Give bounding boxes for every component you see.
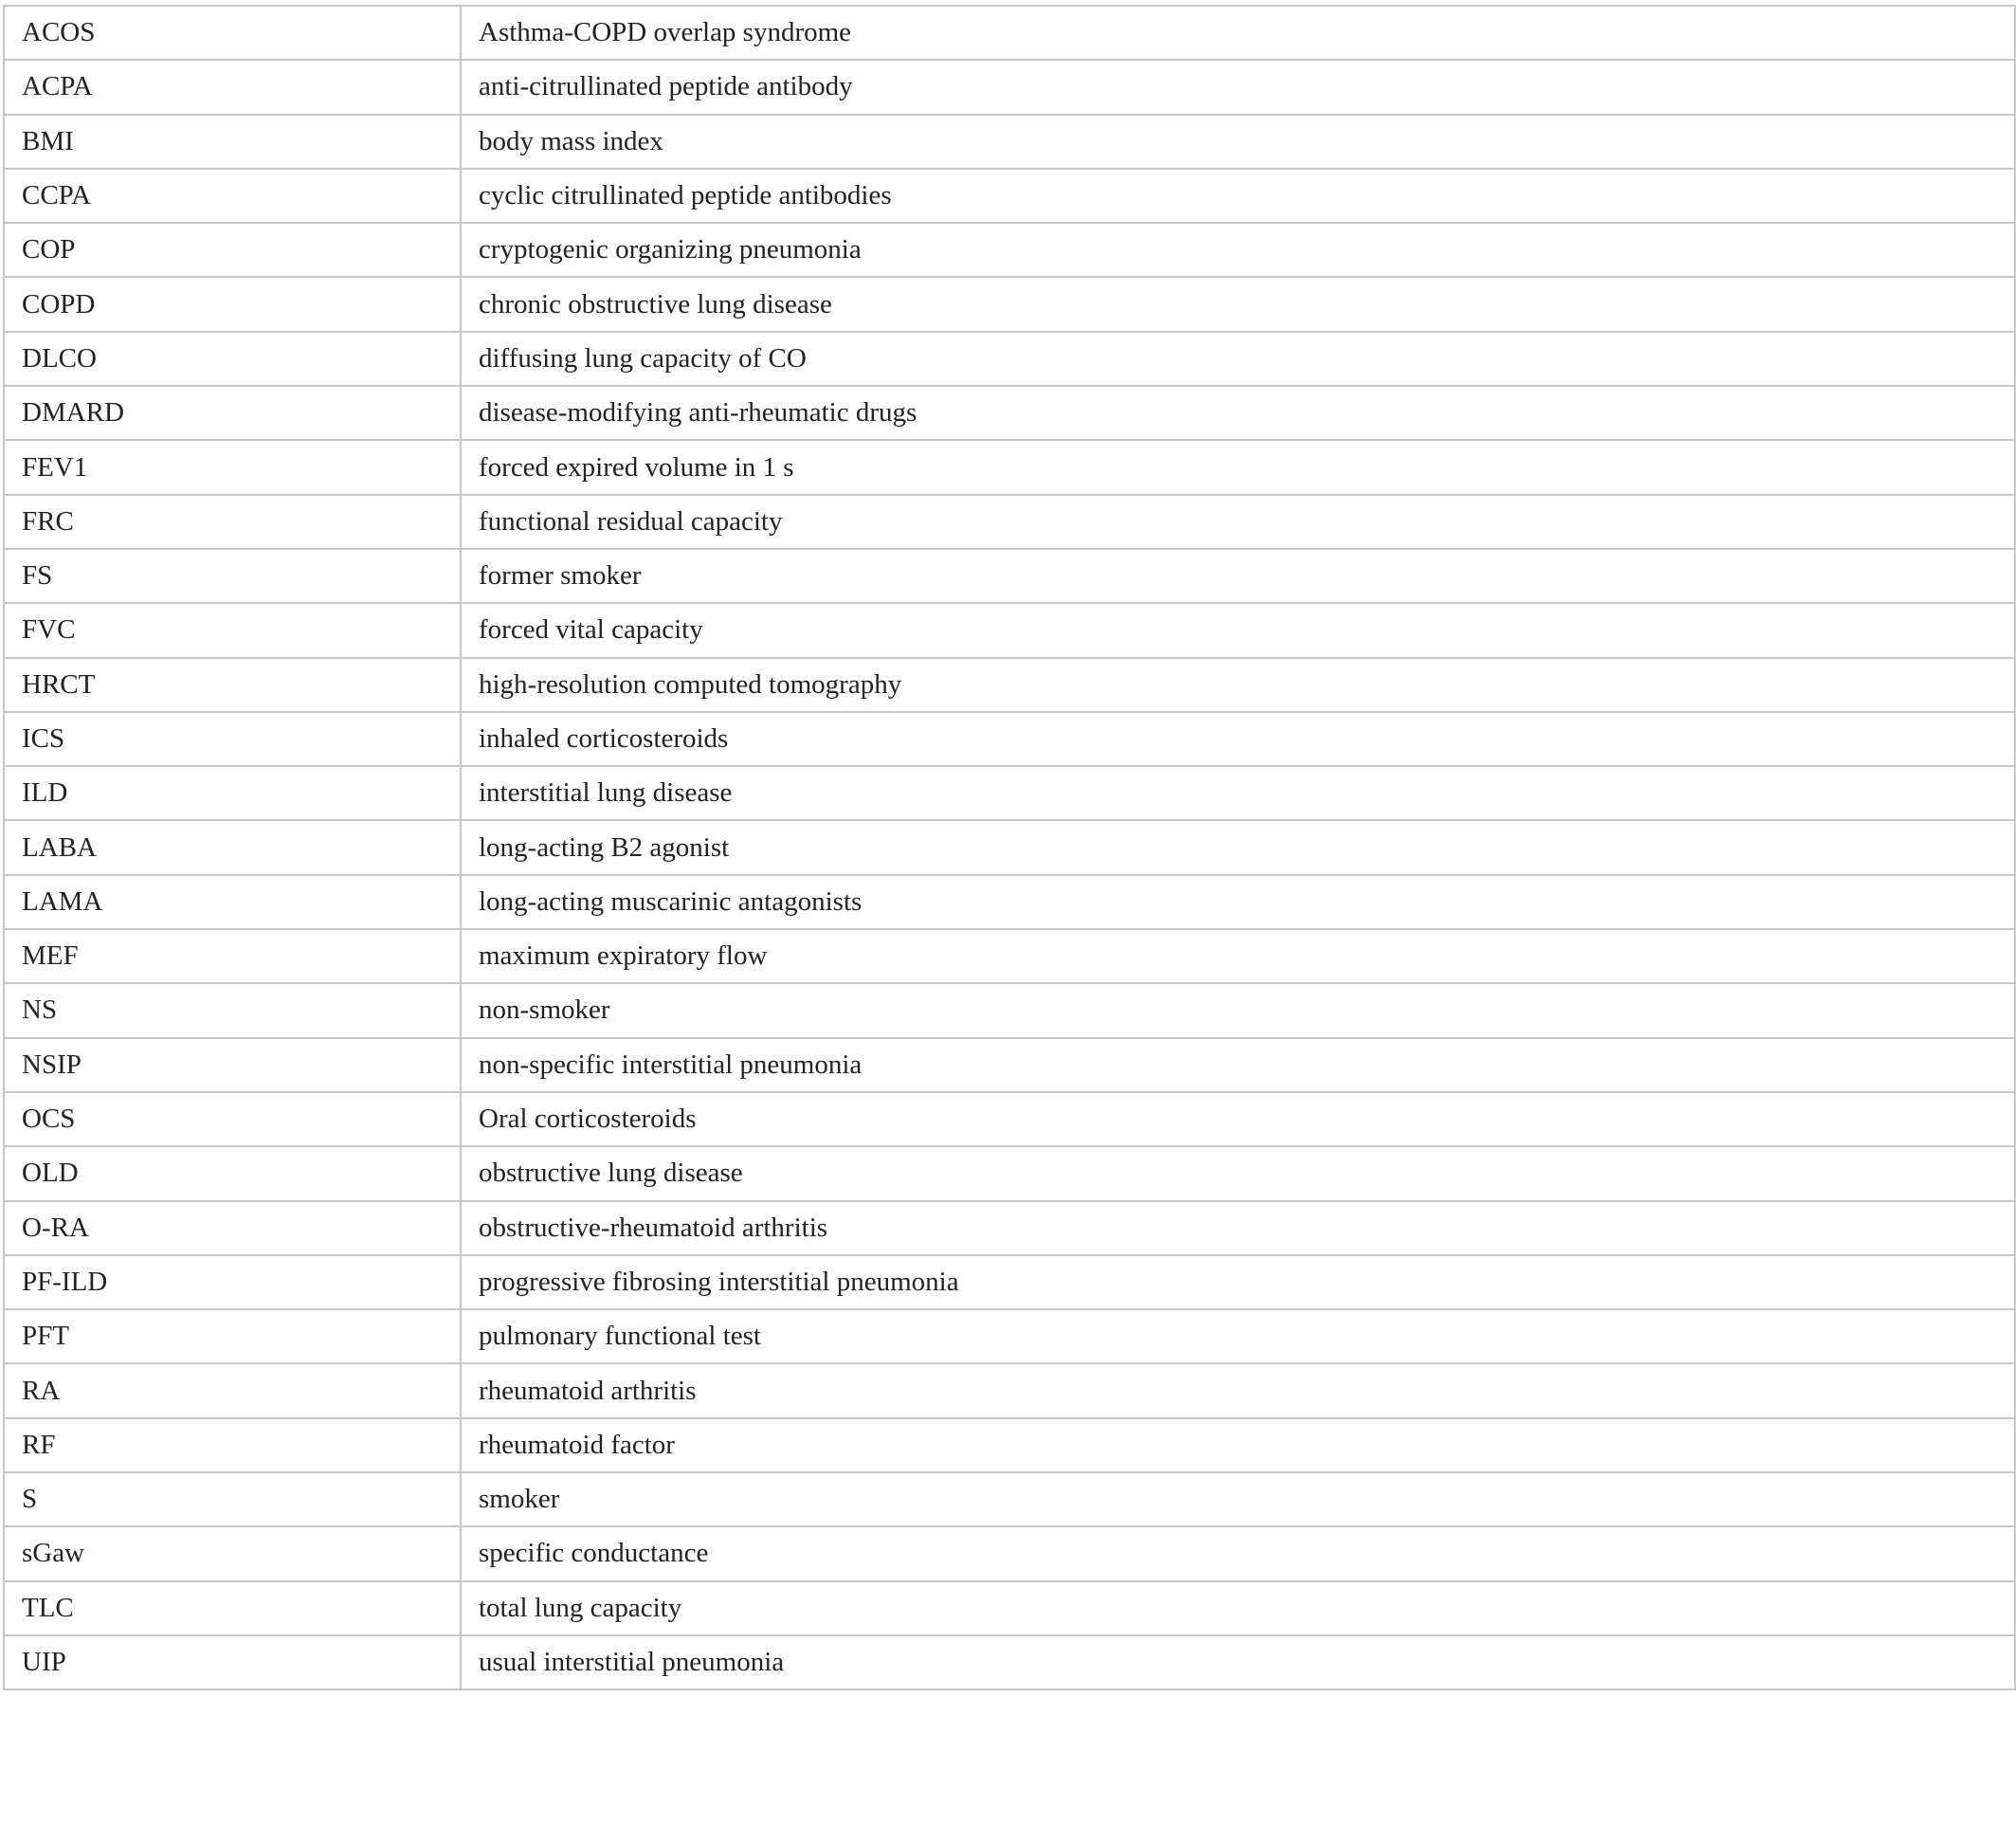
- table-row: [4, 875, 2015, 929]
- abbreviation-cell: FRC: [4, 495, 461, 549]
- definition-cell: inhaled corticosteroids: [461, 712, 2015, 766]
- table-row: [4, 712, 2015, 766]
- table-row: [4, 1038, 2015, 1092]
- abbreviation-cell: ACOS: [4, 6, 461, 60]
- abbreviation-cell: O-RA: [4, 1201, 461, 1255]
- definition-cell: long-acting muscarinic antagonists: [461, 875, 2015, 929]
- table-row: [4, 603, 2015, 657]
- abbreviation-cell: ACPA: [4, 60, 461, 114]
- definition-cell: anti-citrullinated peptide antibody: [461, 60, 2015, 114]
- definition-cell: former smoker: [461, 549, 2015, 603]
- table-row: [4, 1418, 2015, 1472]
- table-row: [4, 1581, 2015, 1635]
- table-row: [4, 1363, 2015, 1417]
- table-row: [4, 1146, 2015, 1200]
- abbreviation-cell: FS: [4, 549, 461, 603]
- definition-cell: body mass index: [461, 115, 2015, 169]
- table-row: [4, 1635, 2015, 1689]
- abbreviation-cell: NS: [4, 983, 461, 1037]
- table-row: [4, 1201, 2015, 1255]
- definition-cell: smoker: [461, 1472, 2015, 1526]
- definition-cell: chronic obstructive lung disease: [461, 277, 2015, 331]
- definition-cell: disease-modifying anti-rheumatic drugs: [461, 386, 2015, 440]
- abbreviation-cell: ILD: [4, 766, 461, 820]
- abbreviations-table: [3, 5, 2016, 1690]
- table-row: [4, 820, 2015, 874]
- definition-cell: long-acting B2 agonist: [461, 820, 2015, 874]
- table-row: [4, 658, 2015, 712]
- abbreviation-cell: HRCT: [4, 658, 461, 712]
- definition-cell: high-resolution computed tomography: [461, 658, 2015, 712]
- definition-cell: interstitial lung disease: [461, 766, 2015, 820]
- definition-cell: specific conductance: [461, 1526, 2015, 1580]
- abbreviation-cell: LABA: [4, 820, 461, 874]
- abbreviation-cell: OLD: [4, 1146, 461, 1200]
- definition-cell: pulmonary functional test: [461, 1309, 2015, 1363]
- table-row: [4, 386, 2015, 440]
- table-row: [4, 277, 2015, 331]
- abbreviation-cell: RF: [4, 1418, 461, 1472]
- table-row: [4, 766, 2015, 820]
- abbreviation-cell: DLCO: [4, 332, 461, 386]
- definition-cell: non-smoker: [461, 983, 2015, 1037]
- abbreviation-cell: ICS: [4, 712, 461, 766]
- definition-cell: total lung capacity: [461, 1581, 2015, 1635]
- abbreviation-cell: OCS: [4, 1092, 461, 1146]
- definition-cell: rheumatoid arthritis: [461, 1363, 2015, 1417]
- abbreviation-cell: TLC: [4, 1581, 461, 1635]
- table-row: [4, 929, 2015, 983]
- abbreviation-cell: FVC: [4, 603, 461, 657]
- table-row: [4, 115, 2015, 169]
- definition-cell: non-specific interstitial pneumonia: [461, 1038, 2015, 1092]
- abbreviation-cell: BMI: [4, 115, 461, 169]
- abbreviation-cell: RA: [4, 1363, 461, 1417]
- definition-cell: rheumatoid factor: [461, 1418, 2015, 1472]
- table-row: [4, 1526, 2015, 1580]
- abbreviation-cell: sGaw: [4, 1526, 461, 1580]
- definition-cell: forced expired volume in 1 s: [461, 440, 2015, 494]
- table-row: [4, 1255, 2015, 1309]
- definition-cell: cyclic citrullinated peptide antibodies: [461, 169, 2015, 223]
- abbreviation-cell: FEV1: [4, 440, 461, 494]
- definition-cell: diffusing lung capacity of CO: [461, 332, 2015, 386]
- abbreviation-cell: PF-ILD: [4, 1255, 461, 1309]
- table-row: [4, 1309, 2015, 1363]
- table-row: [4, 1092, 2015, 1146]
- abbreviation-cell: LAMA: [4, 875, 461, 929]
- definition-cell: Oral corticosteroids: [461, 1092, 2015, 1146]
- definition-cell: Asthma-COPD overlap syndrome: [461, 6, 2015, 60]
- definition-cell: functional residual capacity: [461, 495, 2015, 549]
- table-row: [4, 332, 2015, 386]
- definition-cell: cryptogenic organizing pneumonia: [461, 223, 2015, 277]
- table-row: [4, 223, 2015, 277]
- definition-cell: obstructive lung disease: [461, 1146, 2015, 1200]
- abbreviation-cell: S: [4, 1472, 461, 1526]
- table-row: [4, 983, 2015, 1037]
- abbreviation-cell: COPD: [4, 277, 461, 331]
- abbreviation-cell: PFT: [4, 1309, 461, 1363]
- table-row: [4, 1472, 2015, 1526]
- definition-cell: forced vital capacity: [461, 603, 2015, 657]
- abbreviation-cell: COP: [4, 223, 461, 277]
- abbreviation-cell: CCPA: [4, 169, 461, 223]
- table-row: [4, 495, 2015, 549]
- definition-cell: progressive fibrosing interstitial pneumonia: [461, 1255, 2015, 1309]
- table-row: [4, 549, 2015, 603]
- abbreviations-table-body: [4, 6, 2015, 1689]
- table-row: [4, 6, 2015, 60]
- abbreviation-cell: DMARD: [4, 386, 461, 440]
- abbreviation-cell: MEF: [4, 929, 461, 983]
- definition-cell: maximum expiratory flow: [461, 929, 2015, 983]
- table-row: [4, 169, 2015, 223]
- table-row: [4, 440, 2015, 494]
- table-row: [4, 60, 2015, 114]
- definition-cell: usual interstitial pneumonia: [461, 1635, 2015, 1689]
- definition-cell: obstructive-rheumatoid arthritis: [461, 1201, 2015, 1255]
- abbreviation-cell: UIP: [4, 1635, 461, 1689]
- abbreviation-cell: NSIP: [4, 1038, 461, 1092]
